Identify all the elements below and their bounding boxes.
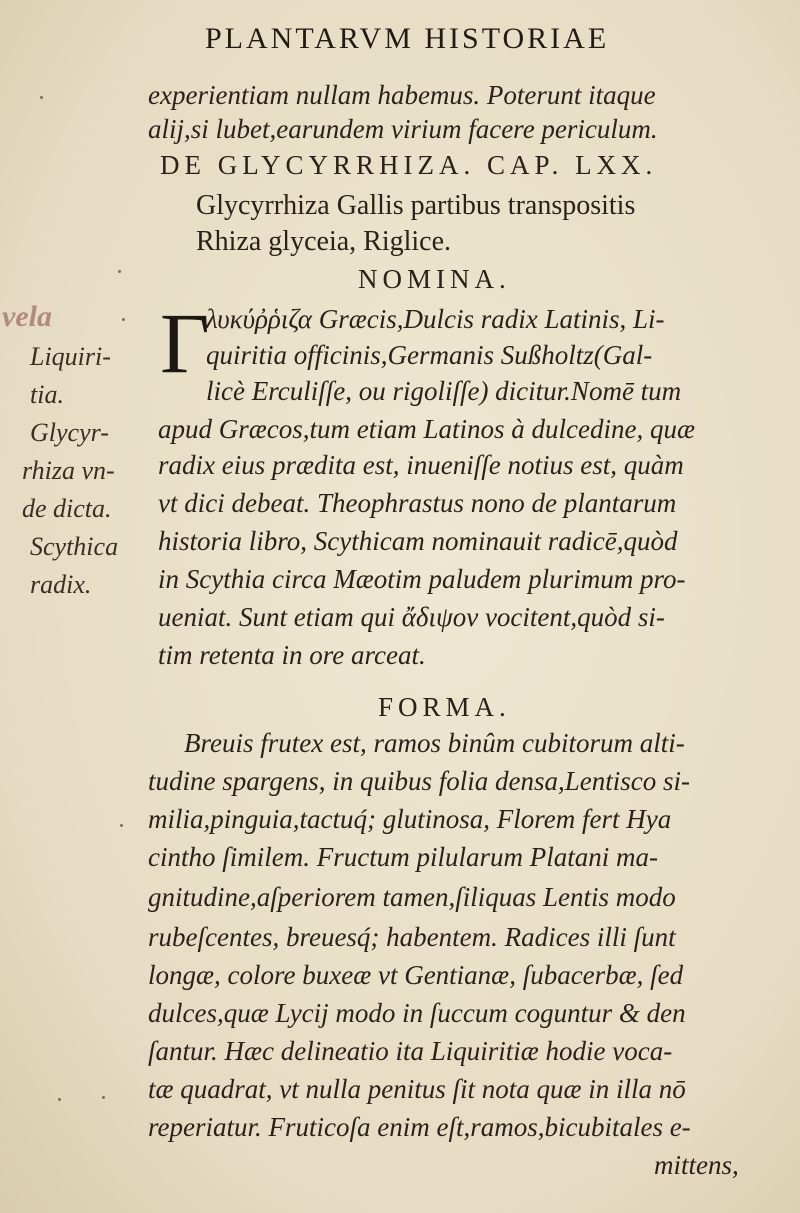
text-line: mittens, (654, 1150, 739, 1180)
text-line: reperiatur. Fruticoſa enim eſt,ramos,bicubitales e- (148, 1112, 691, 1142)
text-line: vt dici debeat. Theophrastus nono de plantarum (158, 488, 677, 518)
marginal-note: Liquiri- (30, 342, 111, 371)
text-line: quiritia officinis,Germanis Sußholtz(Gal- (206, 340, 653, 370)
text-line: radix eius prædita est, inueniſſe notius est, quàm (158, 450, 684, 480)
marginal-note: Glycyr- (30, 418, 109, 447)
paper-speck (118, 270, 121, 273)
text-line: ueniat. Sunt etiam qui ἄδιψον vocitent,quòd si- (158, 602, 665, 632)
text-line: tudine spargens, in quibus folia densa,Lentisco si- (148, 766, 690, 796)
text-line: tæ quadrat, vt nulla penitus ſit nota quæ in illa nō (148, 1074, 686, 1104)
drop-capital: Γ (160, 295, 210, 391)
text-line: cintho ſimilem. Fructum pilularum Platani ma- (148, 842, 658, 872)
text-line: experientiam nullam habemus. Poterunt itaque (148, 80, 656, 110)
text-line: alij,si lubet,earundem virium facere periculum. (148, 114, 658, 144)
text-line: milia,pinguia,tactuq́; glutinosa, Florem fert Hya (148, 804, 672, 834)
paper-speck (40, 96, 43, 99)
text-line: longæ, colore buxeæ vt Gentianæ, ſubacerbæ, ſed (148, 960, 684, 990)
chapter-title: DE GLYCYRRHIZA. CAP. LXX. (160, 150, 658, 180)
marginal-note: radix. (30, 570, 92, 599)
paper-speck (120, 824, 123, 827)
marginal-note-handwritten: vela (2, 300, 52, 333)
text-line: tim retenta in ore arceat. (158, 640, 426, 670)
marginal-note: rhiza vn- (22, 456, 115, 485)
paper-speck (58, 1098, 61, 1101)
section-heading-nomina: NOMINA. (358, 264, 511, 294)
paper-speck (102, 1096, 105, 1099)
marginal-note: de dicta. (22, 494, 112, 523)
text-line: gnitudine,aſperiorem tamen,ſiliquas Lentis modo (148, 882, 676, 912)
text-line: dulces,quæ Lycij modo in ſuccum coguntur & den (148, 998, 686, 1028)
marginal-note: Scythica (30, 532, 119, 561)
text-line: ſantur. Hæc delineatio ita Liquiritiæ hodie voca- (148, 1036, 673, 1066)
text-line: Rhiza glyceia, Riglice. (196, 226, 452, 257)
text-line: in Scythia circa Mæotim paludem plurimum pro- (158, 564, 686, 594)
text-line: apud Græcos,tum etiam Latinos à dulcedine, quæ (158, 414, 695, 444)
section-heading-forma: FORMA. (378, 692, 511, 722)
running-title: PLANTARVM HISTORIAE (205, 22, 610, 55)
text-line: Breuis frutex est, ramos binûm cubitorum alti- (184, 728, 685, 758)
marginal-note: tia. (30, 380, 64, 409)
text-line: Glycyrrhiza Gallis partibus transpositis (196, 190, 636, 221)
paper-speck (122, 318, 125, 321)
text-line: historia libro, Scythicam nominauit radicē,quòd (158, 526, 678, 556)
text-line: λυκύῤῥιζα Græcis,Dulcis radix Latinis, Li- (206, 304, 665, 334)
text-line: rubeſcentes, breuesq́; habentem. Radices illi ſunt (148, 922, 676, 952)
text-line: licè Erculiſſe, ou rigoliſſe) dicitur.Nomē tum (206, 376, 682, 406)
